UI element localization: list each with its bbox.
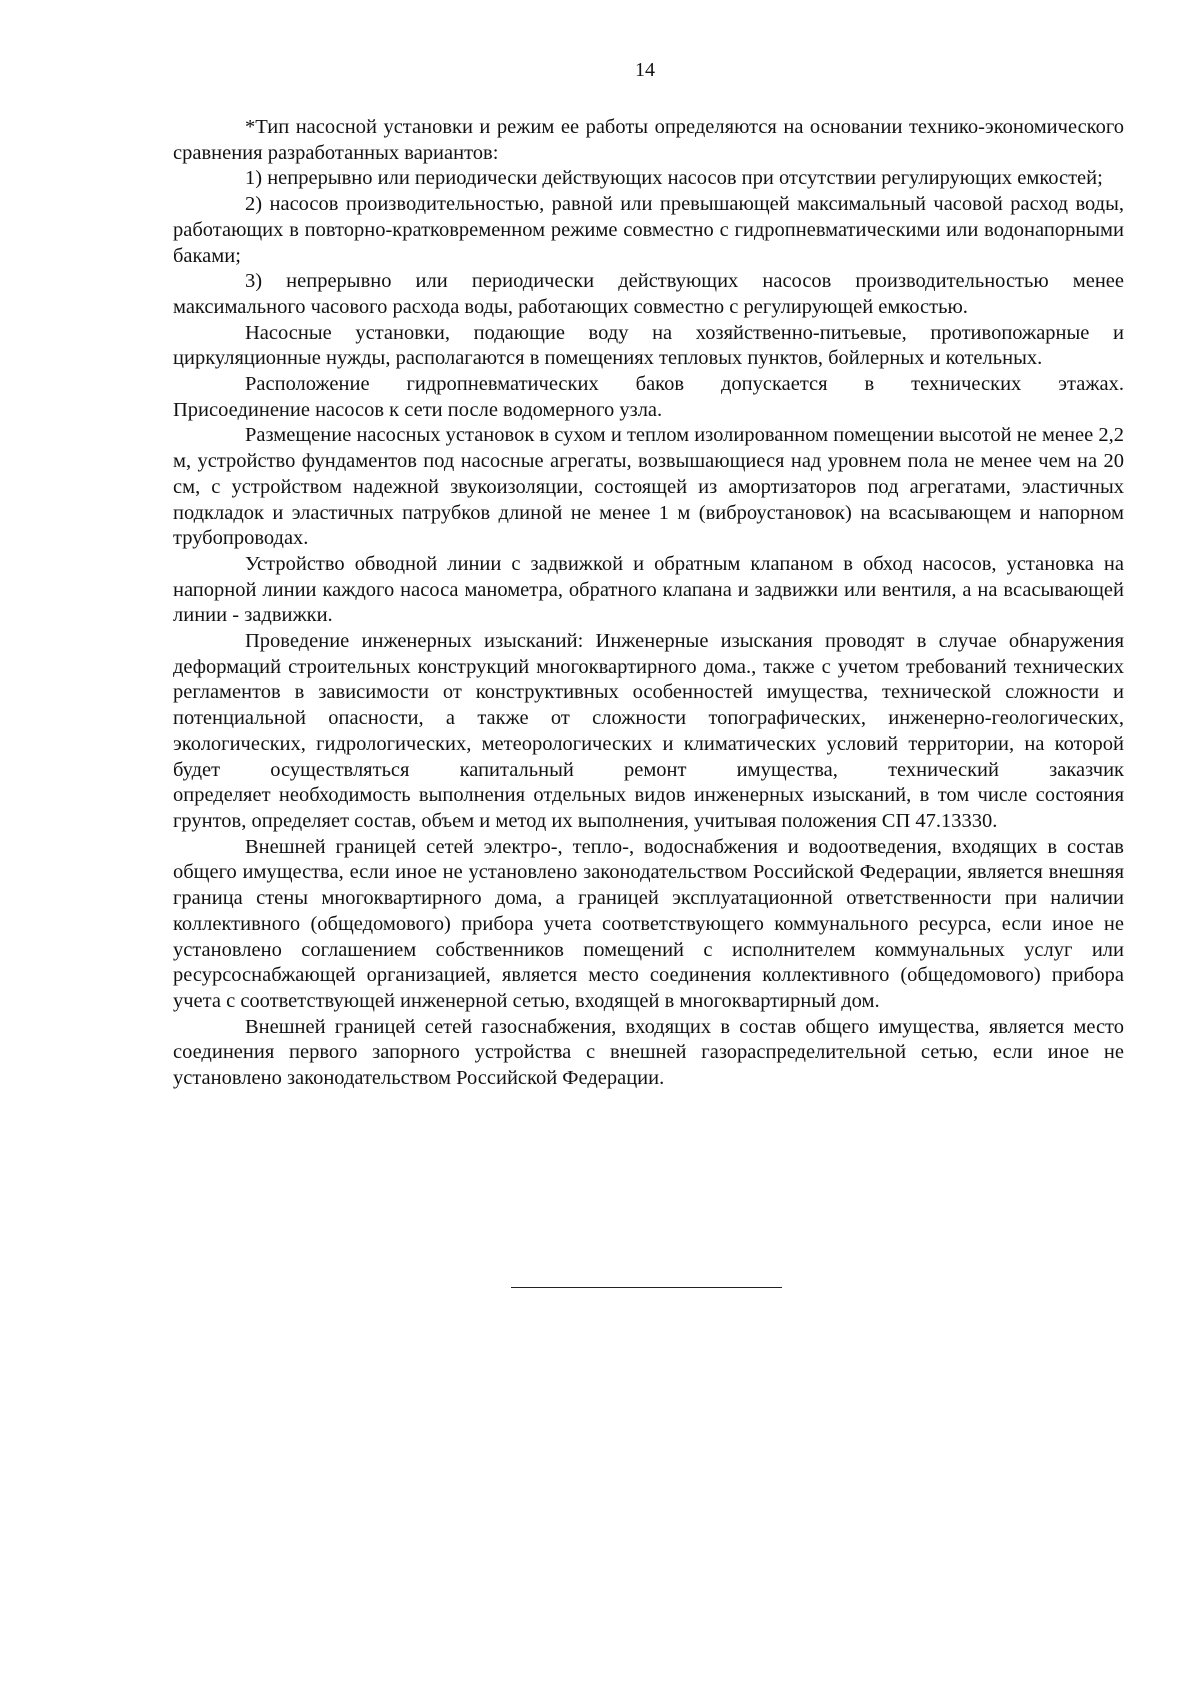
paragraph-bypass-line: Устройство обводной линии с задвижкой и обратным клапаном в обход насосов, установка на напорной линии каждого насоса манометра, обратного клапана и задвижки или вентиля, а на всасывающей линии - задвижки. [173, 552, 1124, 627]
paragraph-tank-location: Расположение гидропневматических баков допускается в технических этажах. [245, 373, 1124, 396]
document-body [173, 115, 1124, 1092]
end-of-text-rule [511, 1287, 782, 1288]
paragraph-option-2: 2) насосов производительностью, равной или превышающей максимальный часовой расход воды, работающих в повторно-кратковременном режиме совместно с гидропневматическими или водонапорными баками; [173, 193, 1124, 267]
page-number: 14 [635, 59, 655, 81]
paragraph-pump-location: Насосные установки, подающие воду на хозяйственно-питьевые, противопожарные и циркуляционные нужды, располагаются в помещениях тепловых пунктов, бойлерных и котельных. [173, 321, 1124, 370]
paragraph-gas-boundary: Внешней границей сетей газоснабжения, входящих в состав общего имущества, является место соединения первого запорного устройства с внешней газораспределительной сетью, если иное не установлено законодательством Российской Федерации. [173, 1015, 1124, 1090]
paragraph-pump-connection: Присоединение насосов к сети после водомерного узла. [173, 398, 663, 421]
paragraph-option-1: 1) непрерывно или периодически действующих насосов при отсутствии регулирующих емкостей; [245, 167, 1103, 190]
paragraph-option-3: 3) непрерывно или периодически действующих насосов производительностью менее максимального часового расхода воды, работающих совместно с регулирующей емкостью. [173, 270, 1124, 318]
paragraph-surveys-continued: определяет необходимость выполнения отдельных видов инженерных изысканий, в том числе состояния грунтов, определяет состав, объем и метод их выполнения, учитывая положения СП 47.13330. [173, 784, 1124, 832]
paragraph-pump-type: *Тип насосной установки и режим ее работы определяются на основании технико-экономического сравнения разработанных вариантов: [173, 116, 1124, 164]
paragraph-network-boundary: Внешней границей сетей электро-, тепло-, водоснабжения и водоотведения, входящих в состав общего имущества, если иное не установлено законодательством Российской Федерации, является внешняя граница стены многоквартирного дома, а границей эксплуатационной ответственности при наличии коллективного (общедомового) прибора учета соответствующего коммунального ресурса, если иное не установлено соглашением собственников помещений с исполнителем коммунальных услуг или ресурсоснабжающей организацией, является место соединения коллективного (общедомового) прибора учета с соответствующей инженерной сетью, входящей в многоквартирный дом. [173, 835, 1124, 1012]
paragraph-pump-room: Размещение насосных установок в сухом и теплом изолированном помещении высотой не менее 2,2 м, устройство фундаментов под насосные агрегаты, возвышающиеся над уровнем пола не менее чем на 20 см, с устройством надежной звукоизоляции, состоящей из амортизаторов под агрегатами, эластичных подкладок и эластичных патрубков длиной не менее 1 м (виброустановок) на всасывающем и напорном трубопроводах. [173, 424, 1124, 550]
paragraph-engineering-surveys: Проведение инженерных изысканий: Инженерные изыскания проводят в случае обнаружения деформаций строительных конструкций многоквартирного дома., также с учетом требований технических регламентов в зависимости от конструктивных особенностей имущества, технической сложности и потенциальной опасности, а также от сложности топографических, инженерно-геологических, экологических, гидрологических, метеорологических и климатических условий территории, на которой будет осуществляться капитальный ремонт имущества, технический заказчик [173, 630, 1124, 781]
